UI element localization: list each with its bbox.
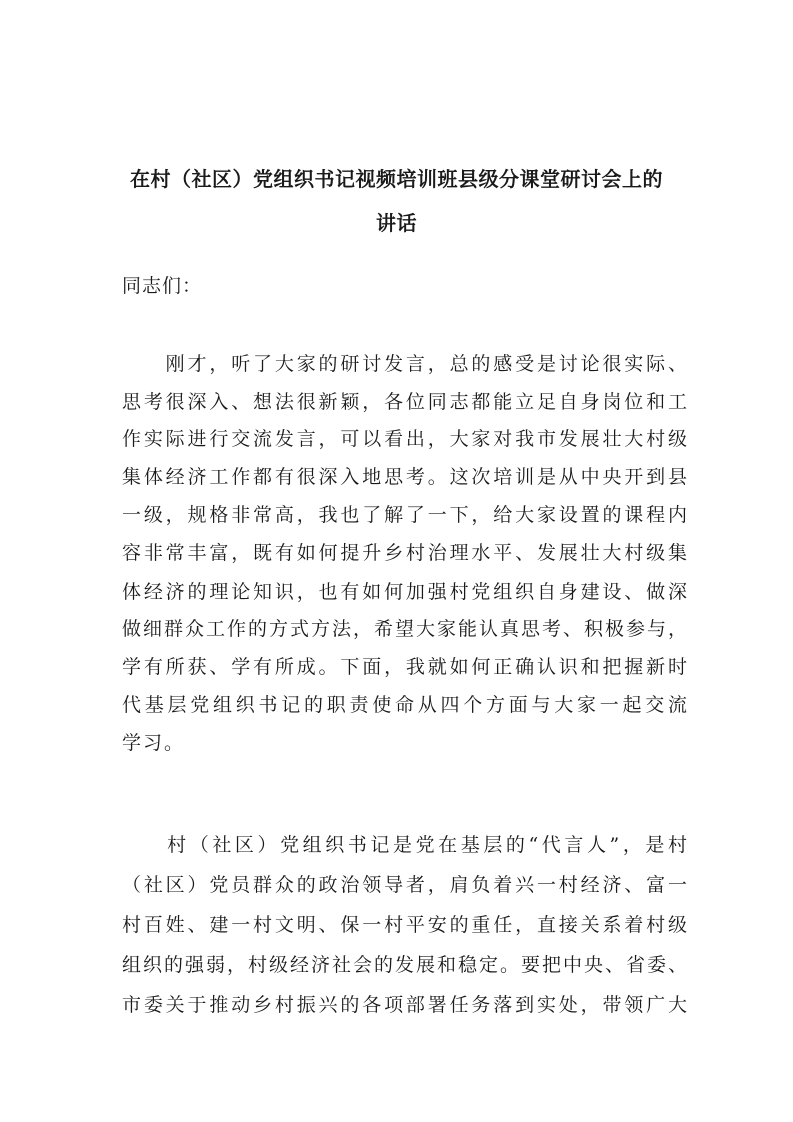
- paragraph-line: 村百姓、建一村文明、保一村平安的重任，直接关系着村级: [122, 914, 687, 936]
- paragraph-line: 集体经济工作都有很深入地思考。这次培训是从中央开到县: [122, 466, 687, 488]
- paragraph-line: 容非常丰富，既有如何提升乡村治理水平、发展壮大村级集: [122, 542, 687, 564]
- document-title-line-1: 在村（社区）党组织书记视频培训班县级分课堂研讨会上的: [130, 167, 663, 191]
- paragraph-line: 做细群众工作的方式方法，希望大家能认真思考、积极参与，: [122, 618, 687, 640]
- paragraph-line: 学习。: [122, 732, 186, 754]
- document-title-line-2: 讲话: [376, 211, 417, 235]
- paragraph-line: （社区）党员群众的政治领导者，肩负着兴一村经济、富一: [122, 874, 687, 896]
- paragraph-line: 市委关于推动乡村振兴的各项部署任务落到实处，带领广大: [122, 994, 687, 1016]
- paragraph-line: 代基层党组织书记的职责使命从四个方面与大家一起交流: [122, 694, 687, 716]
- paragraph-line: 村（社区）党组织书记是党在基层的“代言人”，是村: [122, 834, 687, 856]
- paragraph-line: 学有所获、学有所成。下面，我就如何正确认识和把握新时: [122, 656, 687, 678]
- paragraph-line: 作实际进行交流发言，可以看出，大家对我市发展壮大村级: [122, 428, 687, 450]
- paragraph-line: 组织的强弱，村级经济社会的发展和稳定。要把中央、省委、: [122, 954, 687, 976]
- paragraph-line: 一级，规格非常高，我也了解了一下，给大家设置的课程内: [122, 504, 687, 526]
- paragraph-line: 刚才，听了大家的研讨发言，总的感受是讨论很实际、: [122, 353, 687, 375]
- paragraph-line: 体经济的理论知识，也有如何加强村党组织自身建设、做深: [122, 581, 687, 603]
- salutation: 同志们：: [122, 275, 203, 297]
- paragraph-line: 思考很深入、想法很新颖，各位同志都能立足自身岗位和工: [122, 391, 687, 413]
